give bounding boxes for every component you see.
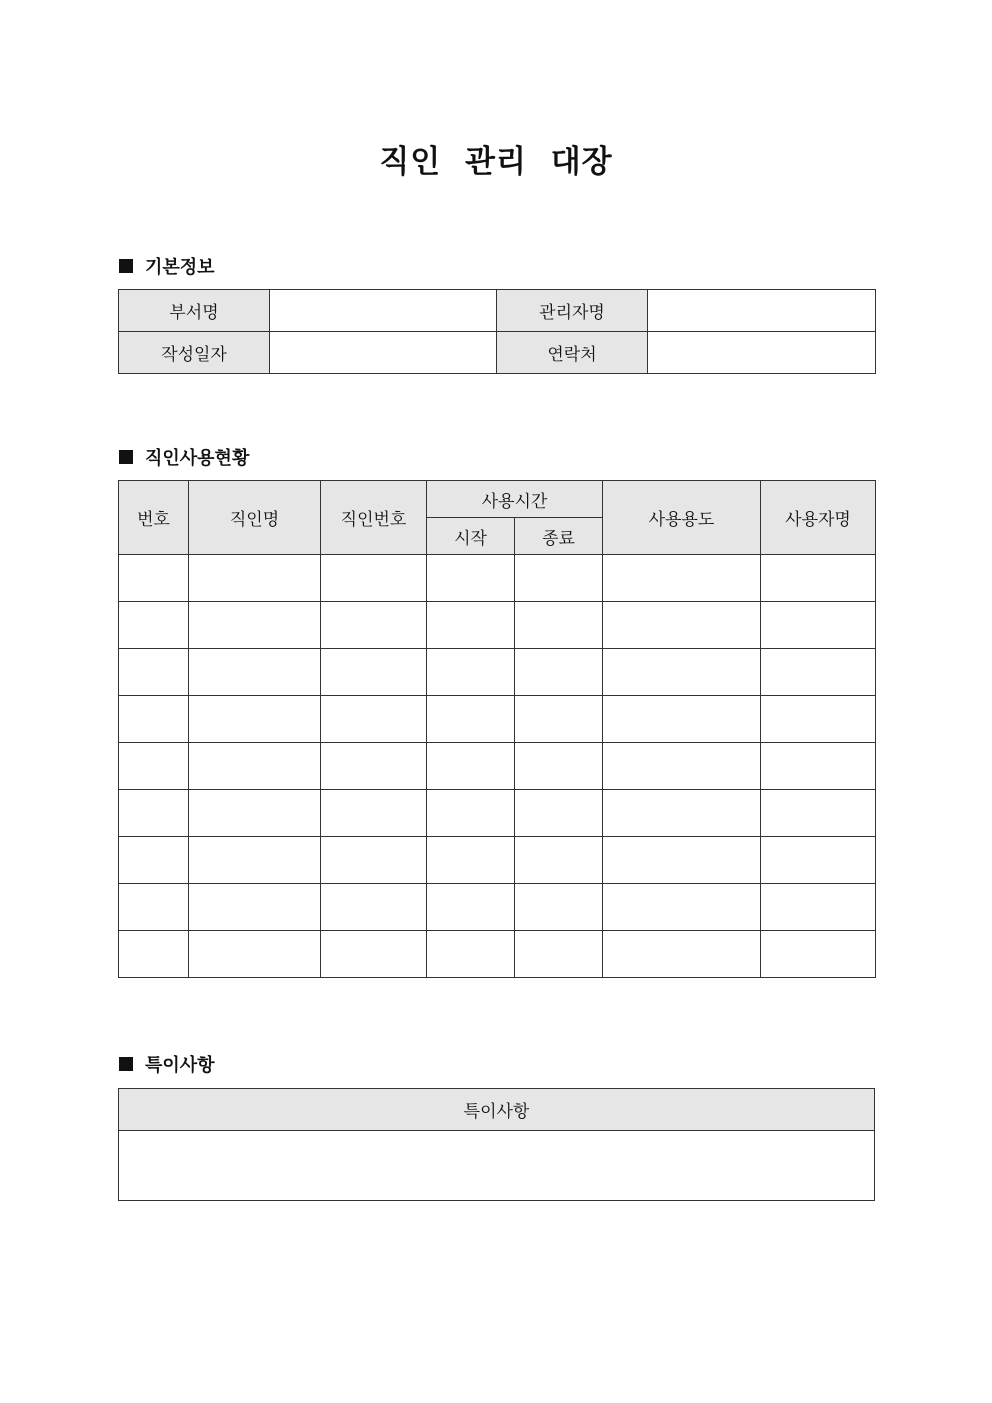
user-cell[interactable] bbox=[761, 837, 876, 884]
end-cell[interactable] bbox=[515, 931, 603, 978]
section-heading-label: 특이사항 bbox=[145, 1055, 215, 1076]
section-heading-label: 직인사용현황 bbox=[145, 448, 250, 469]
end-cell[interactable] bbox=[515, 790, 603, 837]
start-cell[interactable] bbox=[427, 790, 515, 837]
seal-no-cell[interactable] bbox=[321, 790, 427, 837]
contact-field[interactable] bbox=[648, 332, 876, 374]
table-row bbox=[119, 884, 876, 931]
header-usage-time: 사용시간 bbox=[427, 481, 603, 518]
purpose-cell[interactable] bbox=[603, 743, 761, 790]
table-header-row bbox=[119, 1089, 875, 1131]
purpose-cell[interactable] bbox=[603, 602, 761, 649]
usage-table bbox=[118, 480, 876, 978]
seal-name-cell[interactable] bbox=[189, 555, 321, 602]
section-heading-basic bbox=[119, 253, 215, 279]
header-purpose: 사용용도 bbox=[603, 481, 761, 555]
section-heading-label: 기본정보 bbox=[145, 257, 215, 278]
manager-label: 관리자명 bbox=[497, 290, 648, 332]
end-cell[interactable] bbox=[515, 743, 603, 790]
end-cell[interactable] bbox=[515, 884, 603, 931]
purpose-cell[interactable] bbox=[603, 790, 761, 837]
start-cell[interactable] bbox=[427, 837, 515, 884]
user-cell[interactable] bbox=[761, 649, 876, 696]
header-seal-no: 직인번호 bbox=[321, 481, 427, 555]
no-cell[interactable] bbox=[119, 555, 189, 602]
section-heading-remarks bbox=[119, 1051, 215, 1077]
seal-no-cell[interactable] bbox=[321, 649, 427, 696]
no-cell[interactable] bbox=[119, 602, 189, 649]
seal-no-cell[interactable] bbox=[321, 555, 427, 602]
header-seal-name: 직인명 bbox=[189, 481, 321, 555]
start-cell[interactable] bbox=[427, 884, 515, 931]
section-heading-usage bbox=[119, 444, 249, 470]
header-no: 번호 bbox=[119, 481, 189, 555]
department-field[interactable] bbox=[270, 290, 497, 332]
seal-name-cell[interactable] bbox=[189, 649, 321, 696]
remarks-field[interactable] bbox=[119, 1131, 875, 1201]
seal-name-cell[interactable] bbox=[189, 696, 321, 743]
seal-name-cell[interactable] bbox=[189, 790, 321, 837]
user-cell[interactable] bbox=[761, 743, 876, 790]
start-cell[interactable] bbox=[427, 602, 515, 649]
end-cell[interactable] bbox=[515, 837, 603, 884]
purpose-cell[interactable] bbox=[603, 837, 761, 884]
start-cell[interactable] bbox=[427, 649, 515, 696]
purpose-cell[interactable] bbox=[603, 555, 761, 602]
remarks-header: 특이사항 bbox=[119, 1089, 875, 1131]
end-cell[interactable] bbox=[515, 696, 603, 743]
table-row bbox=[119, 290, 876, 332]
user-cell[interactable] bbox=[761, 696, 876, 743]
date-field[interactable] bbox=[270, 332, 497, 374]
no-cell[interactable] bbox=[119, 649, 189, 696]
table-row bbox=[119, 790, 876, 837]
start-cell[interactable] bbox=[427, 696, 515, 743]
square-bullet-icon bbox=[119, 259, 133, 273]
purpose-cell[interactable] bbox=[603, 649, 761, 696]
user-cell[interactable] bbox=[761, 790, 876, 837]
header-user: 사용자명 bbox=[761, 481, 876, 555]
table-row bbox=[119, 837, 876, 884]
seal-no-cell[interactable] bbox=[321, 931, 427, 978]
seal-no-cell[interactable] bbox=[321, 837, 427, 884]
page-title: 직인 관리 대장 bbox=[379, 144, 613, 180]
department-label: 부서명 bbox=[119, 290, 270, 332]
no-cell[interactable] bbox=[119, 743, 189, 790]
user-cell[interactable] bbox=[761, 602, 876, 649]
no-cell[interactable] bbox=[119, 884, 189, 931]
seal-name-cell[interactable] bbox=[189, 931, 321, 978]
table-row bbox=[119, 555, 876, 602]
table-row bbox=[119, 696, 876, 743]
square-bullet-icon bbox=[119, 1057, 133, 1071]
header-start: 시작 bbox=[427, 518, 515, 555]
square-bullet-icon bbox=[119, 450, 133, 464]
seal-name-cell[interactable] bbox=[189, 837, 321, 884]
no-cell[interactable] bbox=[119, 696, 189, 743]
start-cell[interactable] bbox=[427, 743, 515, 790]
basic-info-table bbox=[118, 289, 876, 374]
purpose-cell[interactable] bbox=[603, 931, 761, 978]
start-cell[interactable] bbox=[427, 931, 515, 978]
table-header-row bbox=[119, 481, 876, 518]
user-cell[interactable] bbox=[761, 555, 876, 602]
user-cell[interactable] bbox=[761, 931, 876, 978]
table-row bbox=[119, 931, 876, 978]
user-cell[interactable] bbox=[761, 884, 876, 931]
end-cell[interactable] bbox=[515, 649, 603, 696]
seal-no-cell[interactable] bbox=[321, 743, 427, 790]
no-cell[interactable] bbox=[119, 790, 189, 837]
end-cell[interactable] bbox=[515, 602, 603, 649]
end-cell[interactable] bbox=[515, 555, 603, 602]
date-label: 작성일자 bbox=[119, 332, 270, 374]
table-row bbox=[119, 332, 876, 374]
seal-no-cell[interactable] bbox=[321, 884, 427, 931]
seal-name-cell[interactable] bbox=[189, 884, 321, 931]
seal-no-cell[interactable] bbox=[321, 696, 427, 743]
start-cell[interactable] bbox=[427, 555, 515, 602]
contact-label: 연락처 bbox=[497, 332, 648, 374]
purpose-cell[interactable] bbox=[603, 884, 761, 931]
remarks-table bbox=[118, 1088, 875, 1201]
purpose-cell[interactable] bbox=[603, 696, 761, 743]
seal-name-cell[interactable] bbox=[189, 743, 321, 790]
seal-no-cell[interactable] bbox=[321, 602, 427, 649]
table-row bbox=[119, 602, 876, 649]
table-row bbox=[119, 649, 876, 696]
no-cell[interactable] bbox=[119, 931, 189, 978]
no-cell[interactable] bbox=[119, 837, 189, 884]
table-row bbox=[119, 1131, 875, 1201]
header-end: 종료 bbox=[515, 518, 603, 555]
table-row bbox=[119, 743, 876, 790]
seal-name-cell[interactable] bbox=[189, 602, 321, 649]
manager-field[interactable] bbox=[648, 290, 876, 332]
